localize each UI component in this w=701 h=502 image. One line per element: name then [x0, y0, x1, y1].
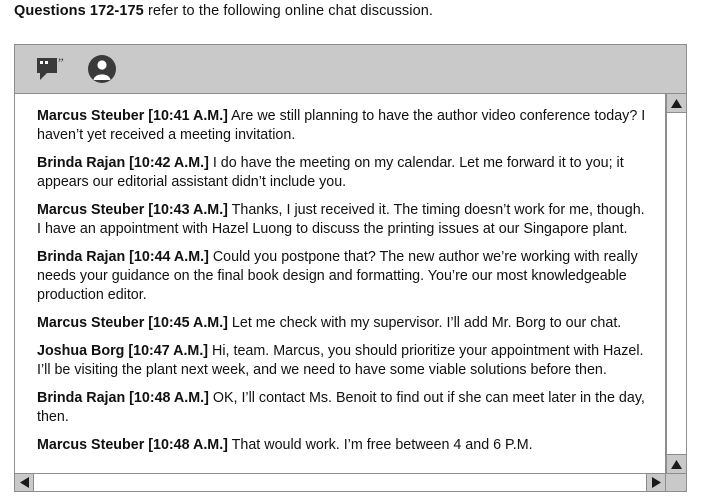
- message-text: That would work. I’m free between 4 and 6 P.M.: [227, 437, 533, 453]
- instruction-line: [14, 3, 433, 19]
- triangle-up-icon: [671, 99, 682, 108]
- message-text: Let me check with my supervisor. I’ll add Mr. Borg to our chat.: [227, 315, 622, 331]
- triangle-down-icon: [671, 460, 682, 469]
- message-sender: Brinda Rajan [10:42 A.M.]: [37, 155, 209, 171]
- message-text: Hi, team. Marcus, you should prioritize your appointment with Hazel. I’ll be visiting the plant next week, and we need to have some viable solutions before then.: [37, 343, 644, 378]
- message-sender: Joshua Borg [10:47 A.M.]: [37, 343, 209, 359]
- chat-message: [37, 248, 651, 305]
- message-sender: Marcus Steuber [10:41 A.M.]: [37, 108, 228, 124]
- chat-message: [37, 342, 651, 380]
- scrollbar-corner: [667, 474, 686, 491]
- instruction-text: refer to the following online chat discussion.: [143, 3, 434, 19]
- horizontal-scrollbar[interactable]: [15, 473, 686, 491]
- chat-message: [37, 314, 651, 333]
- triangle-right-icon: [652, 477, 661, 488]
- chat-message: [37, 389, 651, 427]
- message-sender: Marcus Steuber [10:43 A.M.]: [37, 202, 228, 218]
- message-sender: Marcus Steuber [10:48 A.M.]: [37, 437, 228, 453]
- chat-message: [37, 436, 651, 455]
- triangle-left-icon: [20, 477, 29, 488]
- message-text: Could you postpone that? The new author we’re working with really needs your guidance on the final book design and formatting. You’re our most knowledgeable production editor.: [37, 249, 638, 303]
- person-avatar-icon-glyph: [86, 53, 118, 85]
- chat-body: [15, 94, 686, 491]
- vertical-scrollbar[interactable]: [666, 94, 686, 473]
- scroll-left-arrow-icon[interactable]: [15, 474, 34, 491]
- message-text: I do have the meeting on my calendar. Let me forward it to you; it appears our editorial assistant didn’t include you.: [37, 155, 624, 190]
- chat-bubble-icon[interactable]: [35, 52, 69, 86]
- message-sender: Brinda Rajan [10:44 A.M.]: [37, 249, 209, 265]
- horizontal-scroll-track[interactable]: [34, 474, 647, 491]
- scroll-right-arrow-icon[interactable]: [646, 474, 666, 491]
- chat-window: [14, 44, 687, 492]
- vertical-scroll-track[interactable]: [667, 113, 686, 454]
- svg-text:”: ”: [58, 55, 64, 70]
- message-sender: Marcus Steuber [10:45 A.M.]: [37, 315, 228, 331]
- message-sender: Brinda Rajan [10:48 A.M.]: [37, 390, 209, 406]
- question-range-label: Questions 172-175: [14, 3, 144, 19]
- chat-message: [37, 201, 651, 239]
- scroll-down-arrow-icon[interactable]: [667, 454, 686, 473]
- message-text: OK, I’ll contact Ms. Benoit to find out if she can meet later in the day, then.: [37, 390, 645, 425]
- message-text: Thanks, I just received it. The timing doesn’t work for me, though. I have an appointment with Hazel Luong to discuss the printing issues at our Singapore plant.: [37, 202, 645, 237]
- person-avatar-icon[interactable]: [85, 52, 119, 86]
- chat-message: [37, 154, 651, 192]
- chat-message: [37, 107, 651, 145]
- scroll-up-arrow-icon[interactable]: [667, 94, 686, 113]
- chat-bubble-icon-glyph: [36, 55, 68, 83]
- chat-transcript: [15, 94, 666, 473]
- chat-toolbar: [15, 45, 686, 94]
- message-text: Are we still planning to have the author video conference today? I haven’t yet received a meeting invitation.: [37, 108, 646, 143]
